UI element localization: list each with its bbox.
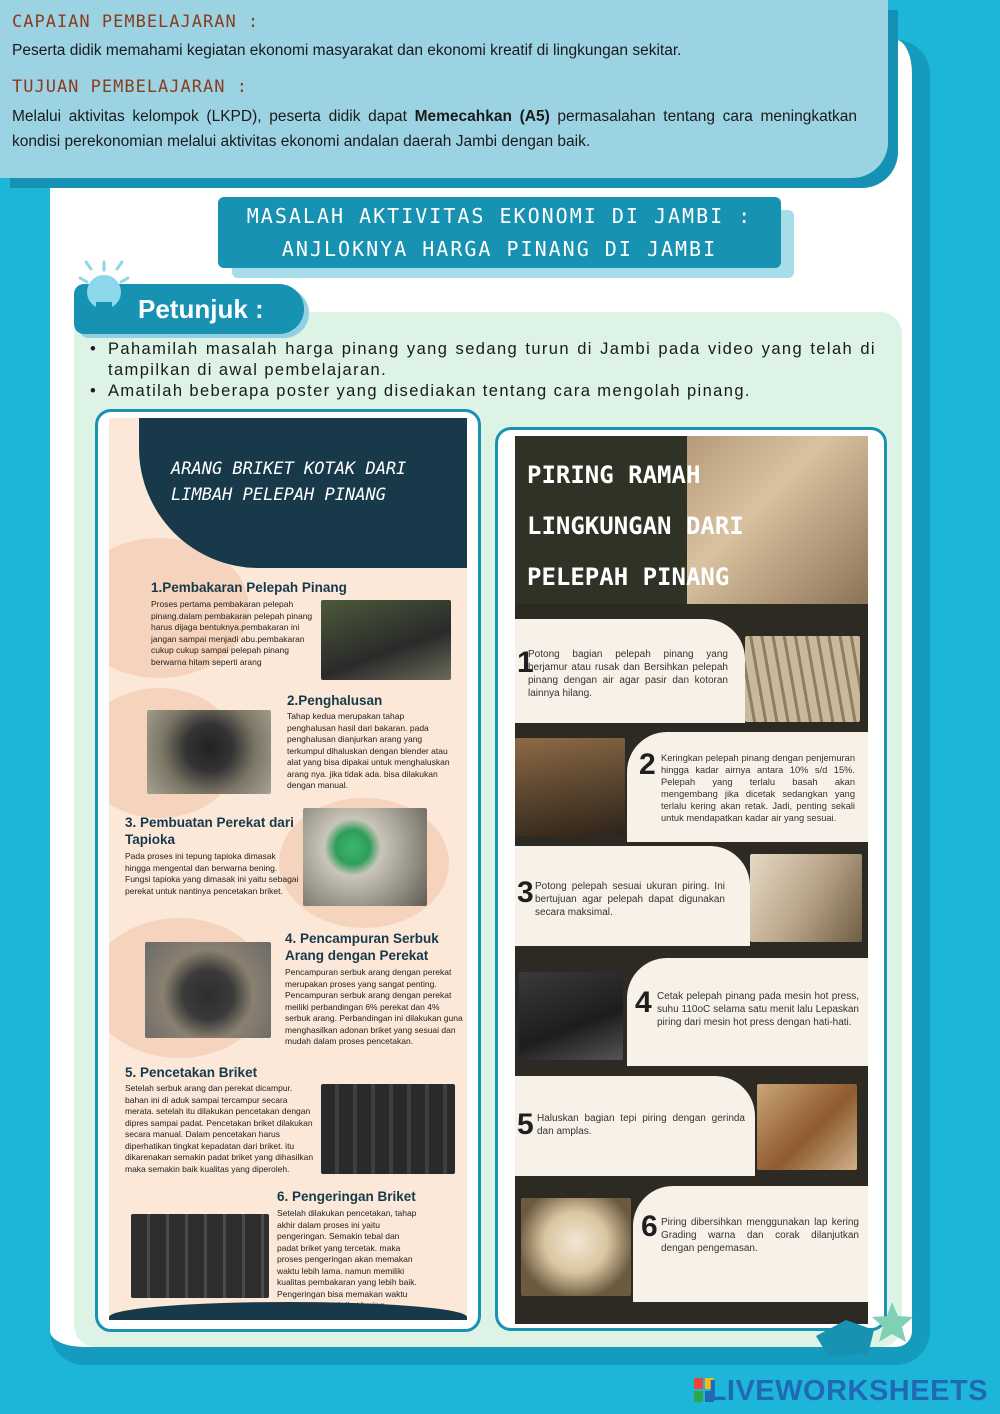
step-text: Keringkan pelepah pinang dengan penjemuran hingga kadar airnya antara 10% s/d 15%. Pelepah yang terlalu basah akan mengembang jika dicetak sedangkan yang terlalu kering akan retak. Jadi, penting sekali untuk mendapatkan kadar air yang sesuai. <box>661 753 855 823</box>
poster-piring <box>515 436 868 1324</box>
step-photo <box>757 1084 857 1170</box>
step-number: 1 <box>517 646 534 679</box>
banner-line-2: ANJLOKNYA HARGA PINANG DI JAMBI <box>281 237 718 261</box>
grinding-photo <box>147 710 271 794</box>
step-text: Proses pertama pembakaran pelepah pinang.dalam pembakaran pelepah pinang harus dijaga bentuknya.pembakaran ini jangan sampai menjadi abu.pembakaran cukup cukup sampai pelepah pinang berwarna hitam seperti arang <box>151 599 313 667</box>
step-photo <box>521 1198 631 1296</box>
step-text: Haluskan bagian tepi piring dengan gerinda dan amplas. <box>537 1113 745 1137</box>
step-title: 3. Pembuatan Perekat dari Tapioka <box>125 815 294 847</box>
step-text: Potong bagian pelepah pinang yang berjamur atau rusak dan Bersihkan pelepah pinang dengan air agar pasir dan kotoran lainnya hilang. <box>528 649 728 699</box>
step-number: 3 <box>517 876 534 909</box>
tapioca-photo <box>303 808 427 906</box>
instruction-item: • Pahamilah masalah harga pinang yang sedang turun di Jambi pada video yang telah di tampilkan di awal pembelajaran. <box>88 339 876 381</box>
step-text: Setelah serbuk arang dan perekat dicampur. bahan ini di aduk sampai tercampur secara merata. setelah itu dilakukan pencetakan dengan dipres sampai padat. Pencetakan briket dilakukan secara manual. Dalam pencetakan harus diperhatikan tingkat kepadatan dari briket. itu dikarenakan semakin padat briket yang dihasilkan maka semakin baik kualitas yang diperoleh. <box>125 1083 314 1174</box>
molding-photo <box>321 1084 455 1174</box>
burning-photo <box>321 600 451 680</box>
topic-banner <box>218 197 781 268</box>
step-number: 6 <box>641 1210 658 1243</box>
poster-briket <box>109 418 467 1320</box>
tujuan-text: Melalui aktivitas kelompok (LKPD), peserta didik dapat Memecahkan (A5) permasalahan tentang cara meningkatkan kondisi perekonomian melalui aktivitas ekonomi andalan daerah Jambi dengan baik. <box>12 108 857 150</box>
step-title: 2.Penghalusan <box>287 693 383 708</box>
drying-photo <box>131 1214 269 1298</box>
step-text: Potong pelepah sesuai ukuran piring. Ini bertujuan agar pelepah dapat digunakan secara maksimal. <box>535 881 725 918</box>
instruction-list <box>88 339 876 402</box>
mixing-photo <box>145 942 271 1038</box>
step-photo <box>519 972 623 1060</box>
learning-goals-box <box>0 0 888 178</box>
poster-piring-title: PIRING RAMAH LINGKUNGAN DARI PELEPAH PINANG <box>527 461 744 591</box>
step-number: 2 <box>639 748 656 781</box>
step-text: Piring dibersihkan menggunakan lap kering Grading warna dan corak dilanjutkan dengan pengemasan. <box>661 1217 859 1254</box>
step-number: 5 <box>517 1108 534 1141</box>
capaian-text: Peserta didik memahami kegiatan ekonomi masyarakat dan ekonomi kreatif di lingkungan sekitar. <box>12 42 682 59</box>
step-text: Pada proses ini tepung tapioka dimasak hingga mengental dan berwarna bening. Fungsi tapioka yang dimasak ini yaitu sebagai perekat untuk nantinya pencetakan briket. <box>125 851 299 896</box>
banner-line-1: MASALAH AKTIVITAS EKONOMI DI JAMBI : <box>246 204 753 228</box>
step-text: Cetak pelepah pinang pada mesin hot press, suhu 110oC selama satu menit lalu Lepaskan piring dari mesin hot press dengan hati-hati. <box>657 991 859 1028</box>
capaian-title: CAPAIAN PEMBELAJARAN : <box>12 12 260 32</box>
step-photo <box>750 854 862 942</box>
instruction-item: • Amatilah beberapa poster yang disediakan tentang cara mengolah pinang. <box>88 381 876 402</box>
step-text: Setelah dilakukan pencetakan, tahap akhir dalam proses ini yaitu pengeringan. Semakin tebal dan padat briket yang tercetak. maka proses pengeringan akan memakan waktu lebih lama. namun memiliki kualitas pembakaran yang lebih baik. Pengeringan bisa memakan waktu <box>277 1208 417 1299</box>
liveworksheets-brand[interactable]: LIVEWORKSHEETS <box>708 1375 988 1407</box>
step-number: 4 <box>635 986 652 1019</box>
step-photo <box>515 738 625 836</box>
step-title: 5. Pencetakan Briket <box>125 1065 258 1080</box>
tujuan-title: TUJUAN PEMBELAJARAN : <box>12 77 248 97</box>
star-decoration-icon <box>816 1296 916 1356</box>
step-text: Pencampuran serbuk arang dengan perekat merupakan proses yang sangat penting. Pencampuran serbuk arang dengan perekat meiliki perbandingan 6% perekat dan 4% serbuk arang. Perbandingan ini dilakukan guna menghasilkan adonan briket yang sesuai dan mudah dalam proses pencetakan. <box>285 967 463 1046</box>
step-title: 4. Pencampuran Serbuk Arang dengan Perekat <box>285 931 439 963</box>
petunjuk-label: Petunjuk : <box>74 284 304 334</box>
lightbulb-icon <box>72 258 142 328</box>
step-title: 6. Pengeringan Briket <box>277 1189 416 1204</box>
poster-briket-title: ARANG BRIKET KOTAK DARI LIMBAH PELEPAH PINANG <box>171 459 407 505</box>
step-photo <box>745 636 860 722</box>
step-text: Tahap kedua merupakan tahap penghalusan hasil dari bakaran. pada penghalusan dianjurkan arang yang terkumpul dihaluskan dengan blender atau alat yang bisa dipakai untuk menghaluskan arang nya. jika tidak ada. bisa dilakukan dengan manual. <box>287 711 450 790</box>
step-title: 1.Pembakaran Pelepah Pinang <box>151 580 347 595</box>
